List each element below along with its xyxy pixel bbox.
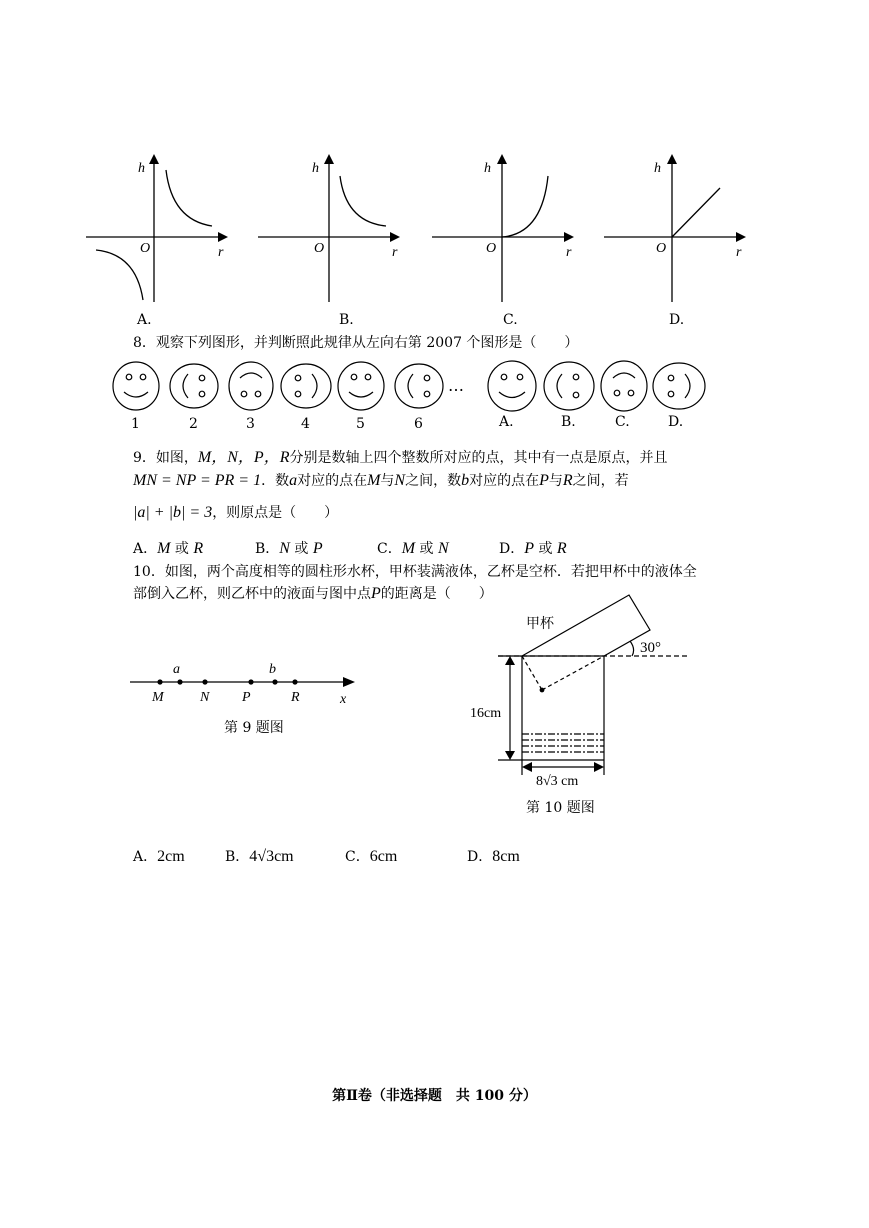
graph-d xyxy=(596,150,756,310)
q9-number-line-figure xyxy=(125,655,365,715)
q8-seq-4: 4 xyxy=(301,416,310,432)
q9-line1: 9．如图，M，N，P，R分别是数轴上四个整数所对应的点，其中有一点是原点，并且 xyxy=(133,449,668,466)
axis-h-label: h xyxy=(654,161,661,176)
origin-label: O xyxy=(486,241,497,256)
q10-option-c: C．6cm xyxy=(345,848,398,865)
axis-h-label: h xyxy=(138,161,145,176)
axis-r-label: r xyxy=(736,245,742,260)
q8-ellipsis: … xyxy=(448,376,464,395)
q9-line3: |a| + |b| = 3，则原点是（ ） xyxy=(133,504,339,521)
q8-question: 8．观察下列图形，并判断照此规律从左向右第 2007 个图形是（ ） xyxy=(133,335,579,351)
point-m-label: M xyxy=(152,690,164,705)
q7-option-b: B. xyxy=(339,312,354,328)
q9-figure-caption: 第 9 题图 xyxy=(224,720,284,736)
q9-option-d: D．P 或 R xyxy=(499,540,567,557)
axis-x-label: x xyxy=(340,692,347,707)
axis-h-label: h xyxy=(484,161,491,176)
q9-abs-equation: |a| + |b| = 3 xyxy=(133,504,213,521)
origin-label: O xyxy=(656,241,667,256)
q7-option-d: D. xyxy=(669,312,685,328)
q10-line1: 10．如图，两个高度相等的圆柱形水杯，甲杯装满液体，乙杯是空杯．若把甲杯中的液体全 xyxy=(133,564,697,580)
q8-option-c: C. xyxy=(615,414,630,430)
q9-line2: MN = NP = PR = 1．数a对应的点在M与N之间，数b对应的点在P与R之间，若 xyxy=(133,472,629,489)
point-r-label: R xyxy=(291,690,300,705)
q10-option-a: A．2cm xyxy=(133,848,185,865)
axis-r-label: r xyxy=(566,245,572,260)
q9-option-b: B．N 或 P xyxy=(255,540,323,557)
cup-jia-label: 甲杯 xyxy=(526,617,554,632)
axis-r-label: r xyxy=(218,245,224,260)
graph-c xyxy=(424,150,584,310)
point-b-label: b xyxy=(269,662,276,677)
graph-b xyxy=(252,150,412,310)
q8-seq-2: 2 xyxy=(189,416,198,432)
q10-option-d: D．8cm xyxy=(467,848,520,865)
height-label: 16cm xyxy=(470,706,502,721)
q9-equation: MN = NP = PR = 1 xyxy=(133,472,262,489)
q8-seq-5: 5 xyxy=(356,416,365,432)
q10-line2: 部倒入乙杯，则乙杯中的液面与图中点P的距离是（ ） xyxy=(133,585,493,602)
q10-cups-figure xyxy=(460,595,700,795)
q7-option-a: A. xyxy=(137,312,152,328)
angle-label: 30° xyxy=(640,640,661,656)
q7-option-c: C. xyxy=(503,312,518,328)
graph-a xyxy=(80,150,240,310)
axis-r-label: r xyxy=(392,245,398,260)
q9-options xyxy=(133,539,567,559)
q8-option-d: D. xyxy=(668,414,684,430)
q10-option-b: B．4√3cm xyxy=(225,848,294,865)
origin-label: O xyxy=(140,241,151,256)
q10-options xyxy=(133,847,520,867)
q8-seq-6: 6 xyxy=(414,416,423,432)
point-n-label: N xyxy=(200,690,210,705)
q9-option-c: C．M 或 N xyxy=(377,540,449,557)
q8-faces xyxy=(108,356,728,420)
q10-figure-caption: 第 10 题图 xyxy=(526,800,595,816)
q8-option-a: A. xyxy=(499,414,514,430)
axis-h-label: h xyxy=(312,161,319,176)
origin-label: O xyxy=(314,241,325,256)
q8-option-b: B. xyxy=(561,414,576,430)
q9-option-a: A．M 或 R xyxy=(133,540,204,557)
width-label: 8√3 cm xyxy=(536,774,579,789)
q8-seq-1: 1 xyxy=(131,416,140,432)
q8-seq-3: 3 xyxy=(246,416,255,432)
point-a-label: a xyxy=(173,662,180,677)
point-p-label: P xyxy=(242,690,251,705)
section-title: 第Ⅱ卷（非选择题 共 100 分） xyxy=(332,1088,537,1104)
